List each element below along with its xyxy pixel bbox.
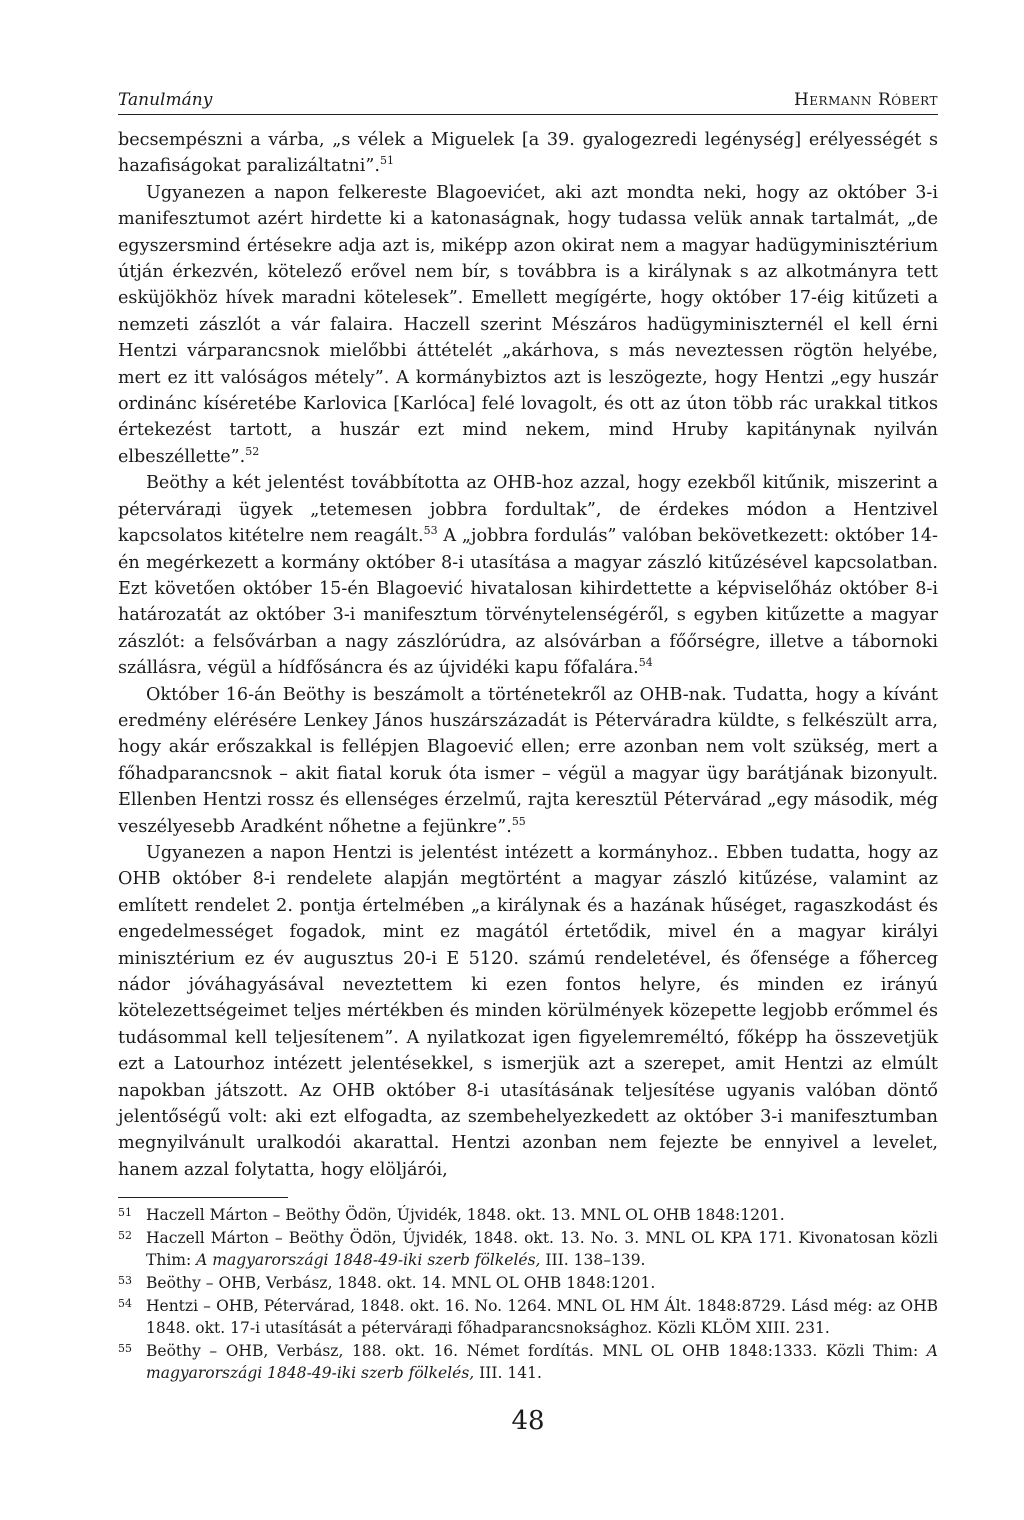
text-run: Beöthy – OHB, Verbász, 188. okt. 16. Német fordítás. MNL OL OHB 1848:1333. Közli Thim:	[146, 1342, 927, 1361]
text-run: Beöthy – OHB, Verbász, 1848. okt. 14. MNL OL OHB 1848:1201.	[146, 1274, 656, 1293]
paragraph	[118, 840, 938, 1183]
footnote-text	[146, 1227, 938, 1271]
footnotes	[118, 1204, 938, 1384]
text-run: Haczell Márton – Beöthy Ödön, Újvidék, 1848. okt. 13. MNL OL OHB 1848:1201.	[146, 1206, 785, 1225]
text-run: Haczell Márton – Beöthy Ödön, Újvidék, 1848. okt. 13. No. 3. MNL OL KPA 171. Kivonatosan közli Thim:	[146, 1229, 938, 1270]
footnote	[118, 1272, 938, 1294]
footnote-text	[146, 1295, 938, 1339]
paragraph	[118, 180, 938, 470]
footnote-ref: 53	[423, 524, 438, 538]
footnote	[118, 1204, 938, 1226]
footnote-number: 54	[118, 1297, 132, 1311]
footnote	[118, 1340, 938, 1384]
page	[118, 88, 938, 1436]
footnote	[118, 1227, 938, 1271]
paragraph	[118, 127, 938, 180]
text-run: Ugyanezen a napon Hentzi is jelentést intézett a kormányhoz.. Ebben tudatta, hogy az OHB október 8-i rendelete alapján megtörtént a magyar zászló kitűzése, valamint az említett rendelet 2. pontja értelmében „a királynak és a hazának hűséget, ragaszkodást és engedelmességet fogadok, mint ez magától értetődik, mivel én a magyar királyi minisztérium ez év augusztus 20-i E 5120. számú rendeletével, és őfensége a főherceg nádor jóváhagyásával neveztettem ki ezen fontos helyre, és minden ez irányú kötelezettségeimet teljes mértékben és minden körülmények közepette legjobb erőmmel és tudásommal kell teljesítenem”. A nyilatkozat igen figyelemreméltó, főképp ha összevetjük ezt a Latourhoz intézett jelentésekkel, s ismerjük azt a szerepet, amit Hentzi az elmúlt napokban játszott. Az OHB október 8-i utasításának teljesítése ugyanis valóban döntő jelentőségű volt: aki ezt elfogadta, az szembehelyezkedett az október 3-i manifesztumban megnyilvánult uralkodói akarattal. Hentzi azonban nem fejezte be ennyivel a levelet, hanem azzal folytatta, hogy elöljárói,	[118, 842, 938, 1180]
text-run: Ugyanezen a napon felkereste Blagoevićet, aki azt mondta neki, hogy az október 3-i manifesztumot azért hirdette ki a katonaságnak, hogy tudassa velük annak tartalmát, „de egyszersmind értésekre adja azt is, miképp azon okirat nem a magyar hadügyminisztérium útján érkezvén, kötelező erővel nem bír, s továbbra is a királynak s az alkotmányra tett esküjökhöz hívek maradni kötelesek”. Emellett megígérte, hogy október 17-éig kitűzeti a nemzeti zászlót a vár falaira. Haczell szerint Mészáros hadügyminiszternél el kell érni Hentzi várparancsnok mielőbbi áttételét „akárhova, s más neveztessen rögtön helyébe, mert ez itt valóságos métely”. A kormánybiztos azt is leszögezte, hogy Hentzi „egy huszár ordinánc kíséretébe Karlovica [Karlóca] felé lovagolt, és ott az úton több rác urakkal titkos értekezést tartott, a huszár ezt mind nekem, mind Hruby kapitánynak nyilván elbeszéllette”.	[118, 182, 938, 467]
footnote-number: 51	[118, 1206, 132, 1220]
section-title: Tanulmány	[118, 90, 213, 110]
footnote-text	[146, 1340, 938, 1384]
footnote-text	[146, 1204, 938, 1226]
footnote-number: 52	[118, 1229, 132, 1243]
text-run: Október 16-án Beöthy is beszámolt a történetekről az OHB-nak. Tudatta, hogy a kívánt eredmény elérésére Lenkey János huszárszázadát is Péterváradra küldte, s felkészült arra, hogy akár erőszakkal is fellépjen Blagoević ellen; erre azonban nem volt szükség, mert a főhadparancsnok – akit fiatal koruk óta ismer – végül a magyar ügy barátjának bizonyult. Ellenben Hentzi rossz és ellenséges érzelmű, rajta keresztül Pétervárad „egy második, még veszélyesebb Aradként nőhetne a fejünkre”.	[118, 684, 938, 837]
text-run: Hentzi – OHB, Pétervárad, 1848. okt. 16. No. 1264. MNL OL HM Ált. 1848:8729. Lásd még: az OHB 1848. okt. 17-i utasítását a pétervárадi főhadparancsnoksághoz. Közli KLÖM XIII. 231.	[146, 1297, 938, 1338]
italic-title: A magyarországi 1848-49-iki szerb fölkelés,	[146, 1342, 938, 1383]
footnote-ref: 52	[245, 445, 260, 459]
text-run: A „jobbra fordulás” valóban bekövetkezett: október 14-én megérkezett a kormány október 8-i utasítása a magyar zászló kitűzésével kapcsolatban. Ezt követően október 15-én Blagoević hivatalosan kihirdettette a képviselőház október 8-i határozatát az október 3-i manifesztum törvénytelenségéről, s egyben kitűzette a magyar zászlót: a felsővárban a nagy zászlórúdra, az alsóvárban a főőrségre, illetve a tábornoki szállásra, végül a hídfősáncra és az újvidéki kapu főfalára.	[118, 526, 938, 679]
author-name: Hermann Róbert	[793, 90, 938, 110]
footnote-number: 53	[118, 1274, 132, 1288]
text-run: III. 141.	[474, 1364, 542, 1383]
footnote-rule	[118, 1197, 288, 1198]
text-run: becsempészni a várba, „s vélek a Miguelek [a 39. gyalogezredi legénység] erélyességét s hazafiságokat paralizáltatni”.	[118, 130, 938, 177]
footnote-ref: 54	[638, 656, 653, 670]
text-run: Beöthy a két jelentést továbbította az OHB-hoz azzal, hogy ezekből kitűnik, miszerint a pétervárадi ügyek „tetemesen jobbra fordultak”, de érdekes módon a Hentzivel kapcsolatos kitételre nem reagált.	[118, 473, 938, 547]
italic-title: A magyarországi 1848-49-iki szerb fölkelés,	[196, 1251, 541, 1270]
footnote	[118, 1295, 938, 1339]
running-header	[118, 88, 938, 115]
text-run: III. 138–139.	[540, 1251, 646, 1270]
paragraph	[118, 682, 938, 840]
paragraph	[118, 470, 938, 681]
page-number: 48	[511, 1406, 545, 1437]
footnote-text	[146, 1272, 938, 1294]
footnote-ref: 55	[511, 814, 526, 828]
footnote-ref: 51	[379, 154, 394, 168]
body-text	[118, 127, 938, 1183]
footnote-number: 55	[118, 1342, 132, 1356]
